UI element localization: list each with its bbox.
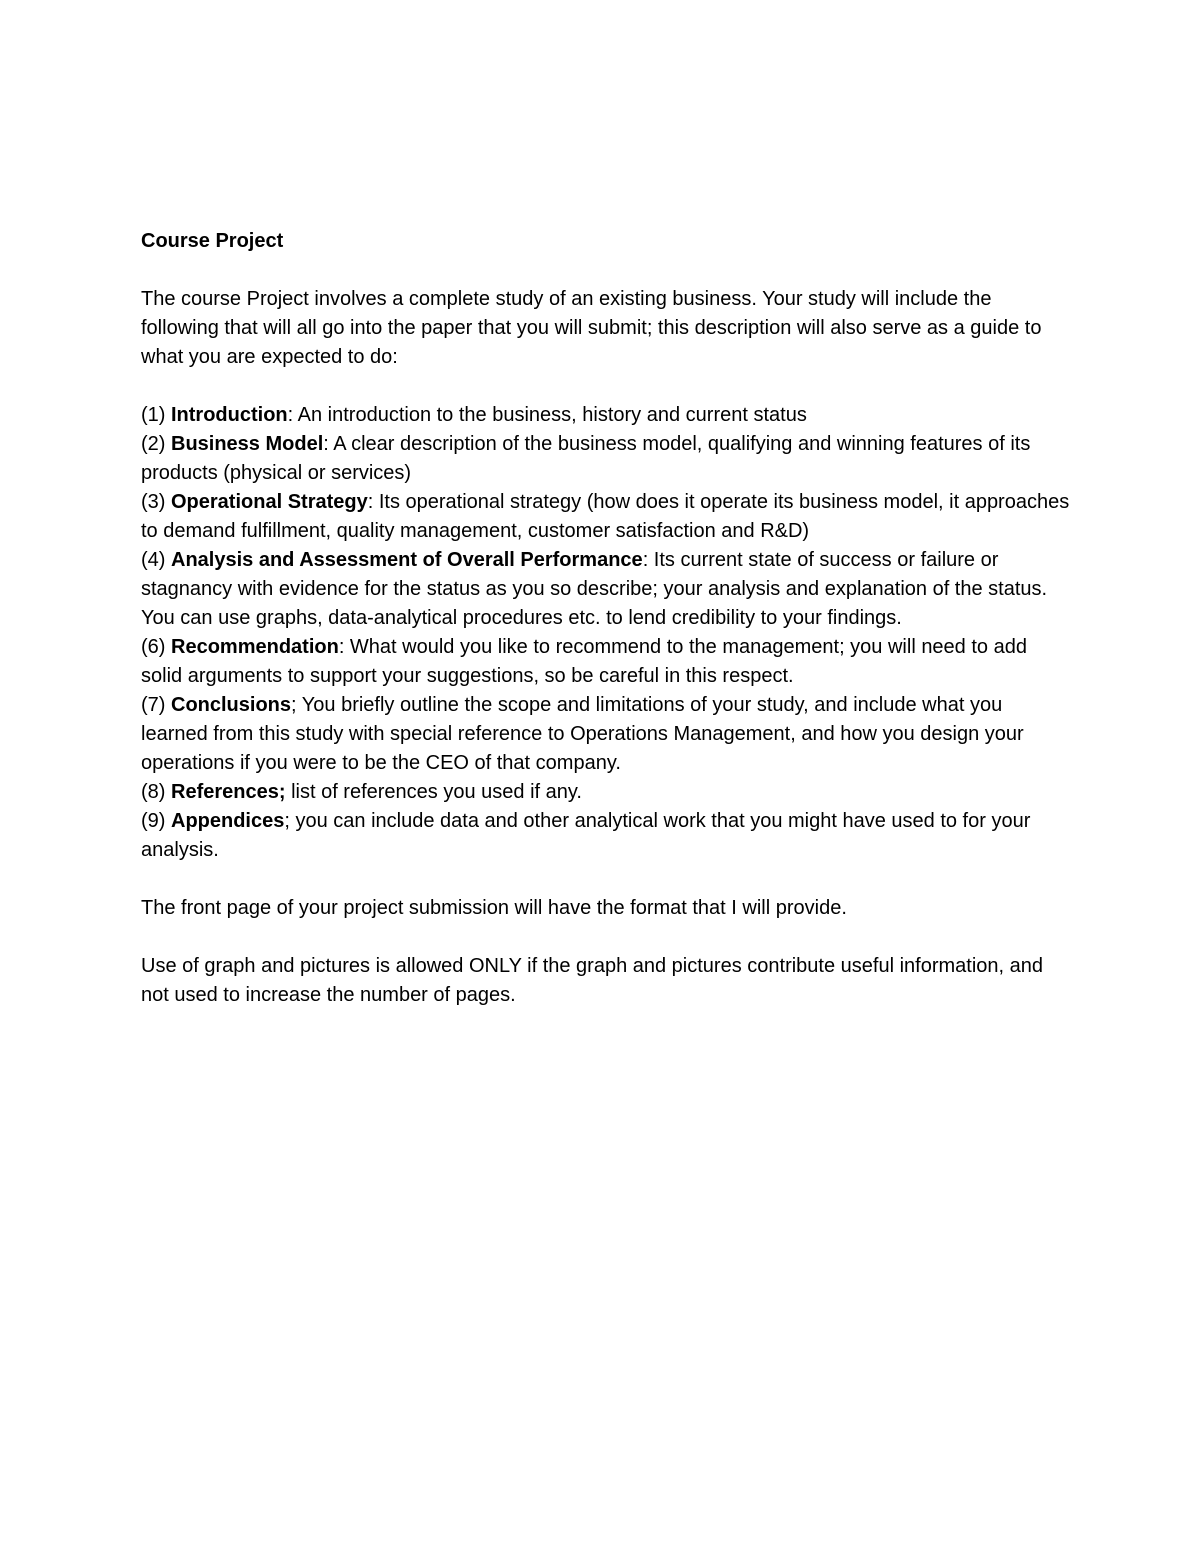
item-label: Analysis and Assessment of Overall Performance <box>171 549 643 571</box>
item-number: (9) <box>141 810 171 832</box>
item-label: References; <box>171 781 286 803</box>
list-item <box>141 778 1071 807</box>
requirements-list <box>141 401 1071 865</box>
item-text: ; you can include data and other analytical work that you might have used to for your analysis. <box>141 810 1031 861</box>
graphs-note: Use of graph and pictures is allowed ONLY if the graph and pictures contribute useful information, and not used to increase the number of pages. <box>141 955 1044 1006</box>
document-body <box>141 227 1071 1010</box>
item-text: ; You briefly outline the scope and limitations of your study, and include what you learned from this study with special reference to Operations Management, and how you design your operations if you were to be the CEO of that company. <box>141 694 1024 774</box>
item-number: (7) <box>141 694 171 716</box>
list-item <box>141 633 1071 691</box>
item-text: : A clear description of the business model, qualifying and winning features of its products (physical or services) <box>141 433 1031 484</box>
item-number: (2) <box>141 433 171 455</box>
list-item <box>141 488 1071 546</box>
front-page-note: The front page of your project submission will have the format that I will provide. <box>141 897 847 919</box>
item-text: : Its current state of success or failure or stagnancy with evidence for the status as you so describe; your analysis and explanation of the status. You can use graphs, data-analytical procedures etc. to lend credibility to your findings. <box>141 549 1048 629</box>
item-text: list of references you used if any. <box>285 781 582 803</box>
item-text: : An introduction to the business, history and current status <box>287 404 807 426</box>
intro-paragraph: The course Project involves a complete study of an existing business. Your study will include the following that will all go into the paper that you will submit; this description will also serve as a guide to what you are expected to do: <box>141 288 1042 368</box>
item-number: (3) <box>141 491 171 513</box>
item-number: (8) <box>141 781 171 803</box>
list-item <box>141 546 1071 633</box>
item-label: Conclusions <box>171 694 292 716</box>
list-item <box>141 807 1071 865</box>
document-title: Course Project <box>141 230 284 252</box>
list-item <box>141 401 1071 430</box>
item-label: Operational Strategy <box>171 491 368 513</box>
item-number: (4) <box>141 549 171 571</box>
item-label: Introduction <box>171 404 288 426</box>
item-label: Recommendation <box>171 636 339 658</box>
item-number: (6) <box>141 636 171 658</box>
item-text: : Its operational strategy (how does it operate its business model, it approaches to demand fulfillment, quality management, customer satisfaction and R&D) <box>141 491 1070 542</box>
list-item <box>141 691 1071 778</box>
item-label: Business Model <box>171 433 324 455</box>
item-text: : What would you like to recommend to the management; you will need to add solid arguments to support your suggestions, so be careful in this respect. <box>141 636 1027 687</box>
list-item <box>141 430 1071 488</box>
item-number: (1) <box>141 404 171 426</box>
item-label: Appendices <box>171 810 285 832</box>
